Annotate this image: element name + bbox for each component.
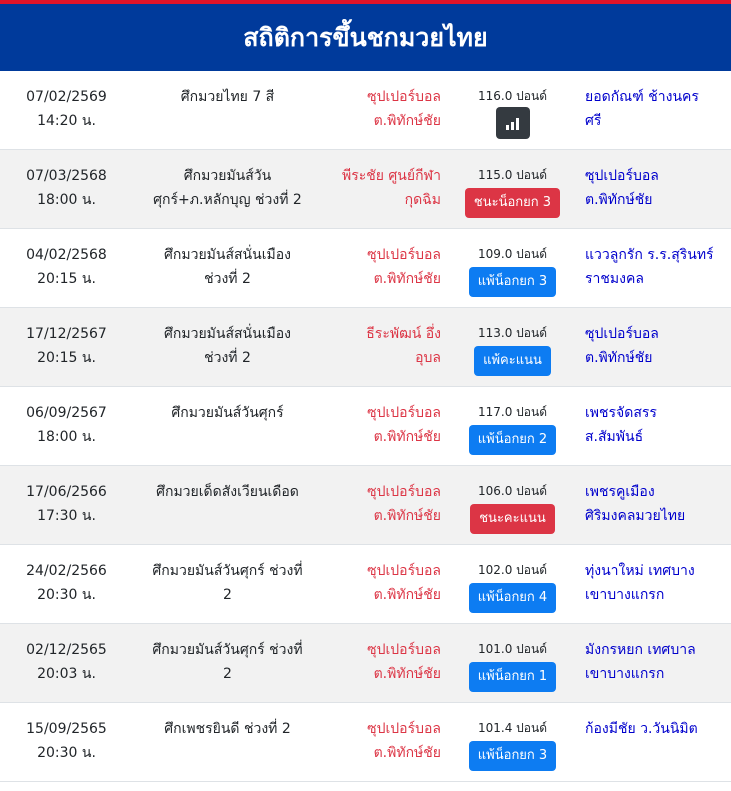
result-badge: แพ้น็อกยก 1 [469,662,556,692]
red-corner-fighter[interactable]: ซุปเปอร์บอล ต.พิทักษ์ชัย [367,484,441,524]
blue-corner-fighter[interactable]: ก้องมีชัย ว.วันนิมิต [585,721,698,737]
fight-datetime [0,401,133,449]
event-name[interactable]: ศึกมวยมันส์วัน ศุกร์+ภ.หลักบุญ ช่วงที่ 2 [153,168,302,208]
result-badge: แพ้น็อกยก 2 [469,425,556,455]
weight-label: 102.0 ปอนด์ [478,563,547,577]
red-corner-fighter[interactable]: ซุปเปอร์บอล ต.พิทักษ์ชัย [367,89,441,129]
fight-row [0,624,731,703]
fight-date: 02/12/2565 [26,642,107,658]
weight-label: 109.0 ปอนด์ [478,247,547,261]
fight-date: 06/09/2567 [26,405,107,421]
fight-row [0,545,731,624]
fight-datetime [0,243,133,291]
weight-label: 106.0 ปอนด์ [478,484,547,498]
weight-label: 117.0 ปอนด์ [478,405,547,419]
blue-corner-fighter[interactable]: ยอดกัณฑ์ ช้างนคร ศรี [585,89,699,129]
fight-time: 20:30 น. [37,745,96,761]
fight-row [0,387,731,466]
fight-datetime [0,164,133,212]
stats-chart-icon[interactable] [496,107,530,139]
red-corner-fighter[interactable]: ซุปเปอร์บอล ต.พิทักษ์ชัย [367,247,441,287]
fight-result-cell [455,166,570,218]
fight-datetime [0,717,133,765]
red-corner-fighter[interactable]: พีระชัย ศูนย์กีฬา กุดฉิม [342,168,441,208]
fight-datetime [0,480,133,528]
weight-label: 101.0 ปอนด์ [478,642,547,656]
fight-datetime [0,638,133,686]
weight-label: 101.4 ปอนด์ [478,721,547,735]
fight-time: 18:00 น. [37,429,96,445]
result-badge: แพ้น็อกยก 3 [469,741,556,771]
fight-date: 15/09/2565 [26,721,107,737]
page-header [0,4,731,71]
red-corner-fighter[interactable]: ซุปเปอร์บอล ต.พิทักษ์ชัย [367,563,441,603]
fight-row [0,71,731,150]
red-corner-fighter[interactable]: ซุปเปอร์บอล ต.พิทักษ์ชัย [367,721,441,761]
weight-label: 116.0 ปอนด์ [478,89,547,103]
result-badge: แพ้น็อกยก 4 [469,583,556,613]
red-corner-fighter[interactable]: ซุปเปอร์บอล ต.พิทักษ์ชัย [367,405,441,445]
fight-result-cell [455,482,570,534]
blue-corner-fighter[interactable]: แววลูกรัก ร.ร.สุรินทร์ ราชมงคล [585,247,714,287]
fight-record-list [0,71,731,782]
fight-time: 17:30 น. [37,508,96,524]
result-badge: ชนะน็อกยก 3 [465,188,560,218]
fight-result-cell [455,640,570,692]
blue-corner-fighter[interactable]: เพชรจัดสรร ส.สัมพันธ์ [585,405,657,445]
fight-result-cell [455,719,570,771]
page-title: สถิติการขึ้นชกมวยไทย [243,22,488,52]
event-name[interactable]: ศึกมวยมันส์วันศุกร์ [171,405,284,421]
fight-time: 14:20 น. [37,113,96,129]
blue-corner-fighter[interactable]: มังกรหยก เทศบาล เขาบางแกรก [585,642,696,682]
red-corner-fighter[interactable]: ธีระพัฒน์ อึ่ง อุบล [366,326,441,366]
fight-datetime [0,85,133,133]
fight-date: 07/02/2569 [26,89,107,105]
fight-time: 20:15 น. [37,350,96,366]
fight-row [0,150,731,229]
fight-row [0,703,731,782]
red-corner-fighter[interactable]: ซุปเปอร์บอล ต.พิทักษ์ชัย [367,642,441,682]
fight-date: 17/06/2566 [26,484,107,500]
result-badge: แพ้คะแนน [474,346,551,376]
fight-result-cell [455,561,570,613]
fight-datetime [0,322,133,370]
blue-corner-fighter[interactable]: ซุปเปอร์บอล ต.พิทักษ์ชัย [585,168,659,208]
fight-row [0,229,731,308]
event-name[interactable]: ศึกมวยมันส์สนั่นเมือง ช่วงที่ 2 [164,247,291,287]
fight-row [0,308,731,387]
fight-row [0,466,731,545]
result-badge: ชนะคะแนน [470,504,555,534]
weight-label: 115.0 ปอนด์ [478,168,547,182]
blue-corner-fighter[interactable]: ซุปเปอร์บอล ต.พิทักษ์ชัย [585,326,659,366]
event-name[interactable]: ศึกมวยมันส์วันศุกร์ ช่วงที่ 2 [152,563,303,603]
fight-result-cell [455,403,570,455]
fight-time: 20:30 น. [37,587,96,603]
fight-result-cell [455,245,570,297]
event-name[interactable]: ศึกมวยมันส์วันศุกร์ ช่วงที่ 2 [152,642,303,682]
fight-result-cell [455,324,570,376]
event-name[interactable]: ศึกมวยมันส์สนั่นเมือง ช่วงที่ 2 [164,326,291,366]
fight-date: 04/02/2568 [26,247,107,263]
blue-corner-fighter[interactable]: ทุ่งนาใหม่ เทศบาง เขาบางแกรก [585,563,695,603]
event-name[interactable]: ศึกมวยไทย 7 สี [180,89,275,105]
weight-label: 113.0 ปอนด์ [478,326,547,340]
fight-time: 20:15 น. [37,271,96,287]
fight-date: 07/03/2568 [26,168,107,184]
fight-result-cell [455,87,570,139]
fight-time: 18:00 น. [37,192,96,208]
fight-date: 24/02/2566 [26,563,107,579]
event-name[interactable]: ศึกมวยเด็ดสังเวียนเดือด [156,484,299,500]
event-name[interactable]: ศึกเพชรยินดี ช่วงที่ 2 [164,721,291,737]
fight-time: 20:03 น. [37,666,96,682]
result-badge: แพ้น็อกยก 3 [469,267,556,297]
fight-date: 17/12/2567 [26,326,107,342]
fight-datetime [0,559,133,607]
blue-corner-fighter[interactable]: เพชรคูเมือง ศิริมงคลมวยไทย [585,484,686,524]
